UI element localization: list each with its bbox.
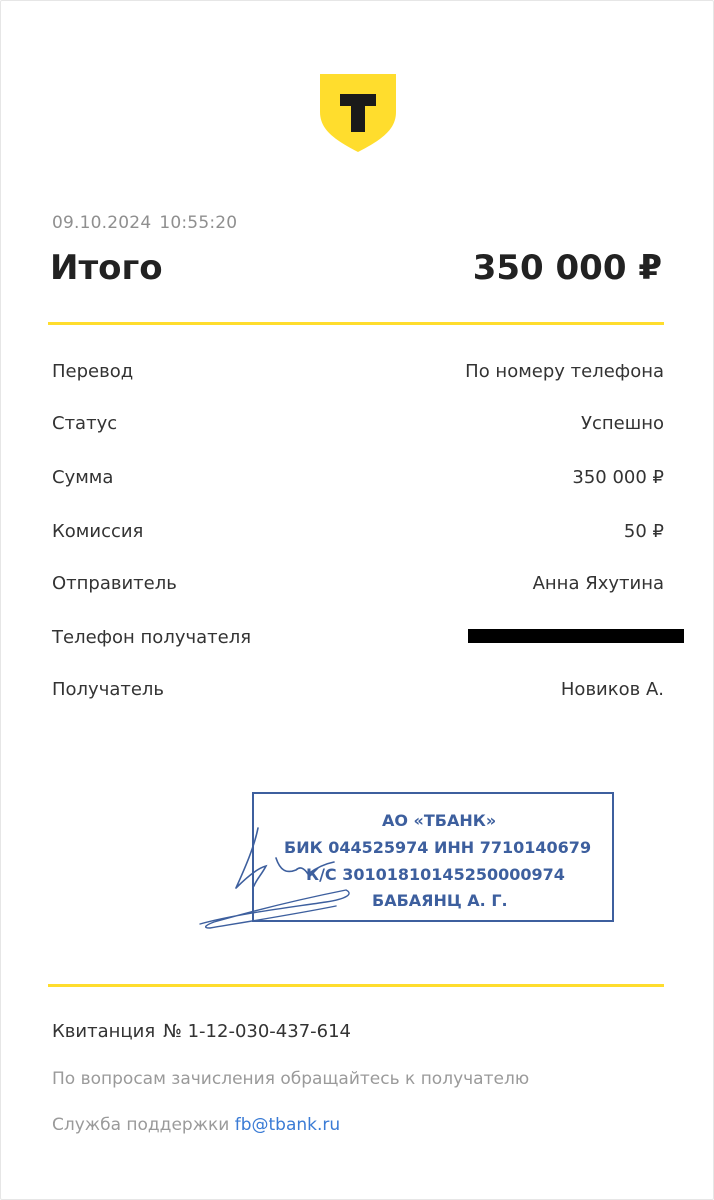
detail-row-recipient (52, 679, 664, 707)
redaction-bar (468, 629, 684, 643)
detail-value: 350 000 ₽ (572, 467, 664, 488)
detail-row-transfer (52, 361, 664, 389)
stamp-line-account: К/С 30101810145250000974 (306, 865, 565, 884)
detail-label: Статус (52, 413, 118, 434)
support-label: Служба поддержки (52, 1115, 230, 1135)
detail-label: Сумма (52, 467, 114, 488)
stamp-line-bik-inn: БИК 044525974 ИНН 7710140679 (284, 838, 592, 857)
detail-value: Новиков А. (560, 679, 664, 700)
transaction-date: 09.10.2024 (52, 213, 152, 233)
detail-value: Анна Яхутина (532, 573, 664, 594)
handwritten-signature (196, 818, 356, 934)
detail-row-sender (52, 573, 664, 601)
transaction-datetime (52, 213, 237, 233)
recipient-note: По вопросам зачисления обращайтесь к получателю (52, 1069, 530, 1089)
support-email-link[interactable]: fb@tbank.ru (234, 1115, 341, 1135)
receipt-number-value: № 1-12-030-437-614 (163, 1021, 352, 1042)
stamp-line-bank: АО «ТБАНК» (382, 811, 497, 830)
detail-label: Получатель (52, 679, 165, 700)
total-amount: 350 000 ₽ (472, 248, 662, 288)
top-divider (48, 322, 664, 325)
receipt-number (52, 1021, 351, 1042)
detail-label: Комиссия (52, 521, 144, 542)
total-label: Итого (50, 248, 163, 288)
tbank-shield-logo-icon (319, 74, 397, 152)
detail-row-recipient-phone (52, 627, 664, 655)
stamp-line-signer: БАБАЯНЦ А. Г. (372, 891, 508, 910)
detail-value: По номеру телефона (465, 361, 664, 382)
detail-label: Перевод (52, 361, 134, 382)
detail-label: Отправитель (52, 573, 177, 594)
transaction-time: 10:55:20 (159, 213, 238, 233)
detail-value: Успешно (581, 413, 664, 434)
bottom-divider (48, 984, 664, 987)
support-line (52, 1115, 340, 1135)
detail-row-commission (52, 521, 664, 549)
detail-row-amount (52, 467, 664, 495)
detail-label: Телефон получателя (52, 627, 252, 648)
receipt-number-label: Квитанция (52, 1021, 156, 1042)
detail-row-status (52, 413, 664, 441)
detail-value: 50 ₽ (623, 521, 664, 542)
